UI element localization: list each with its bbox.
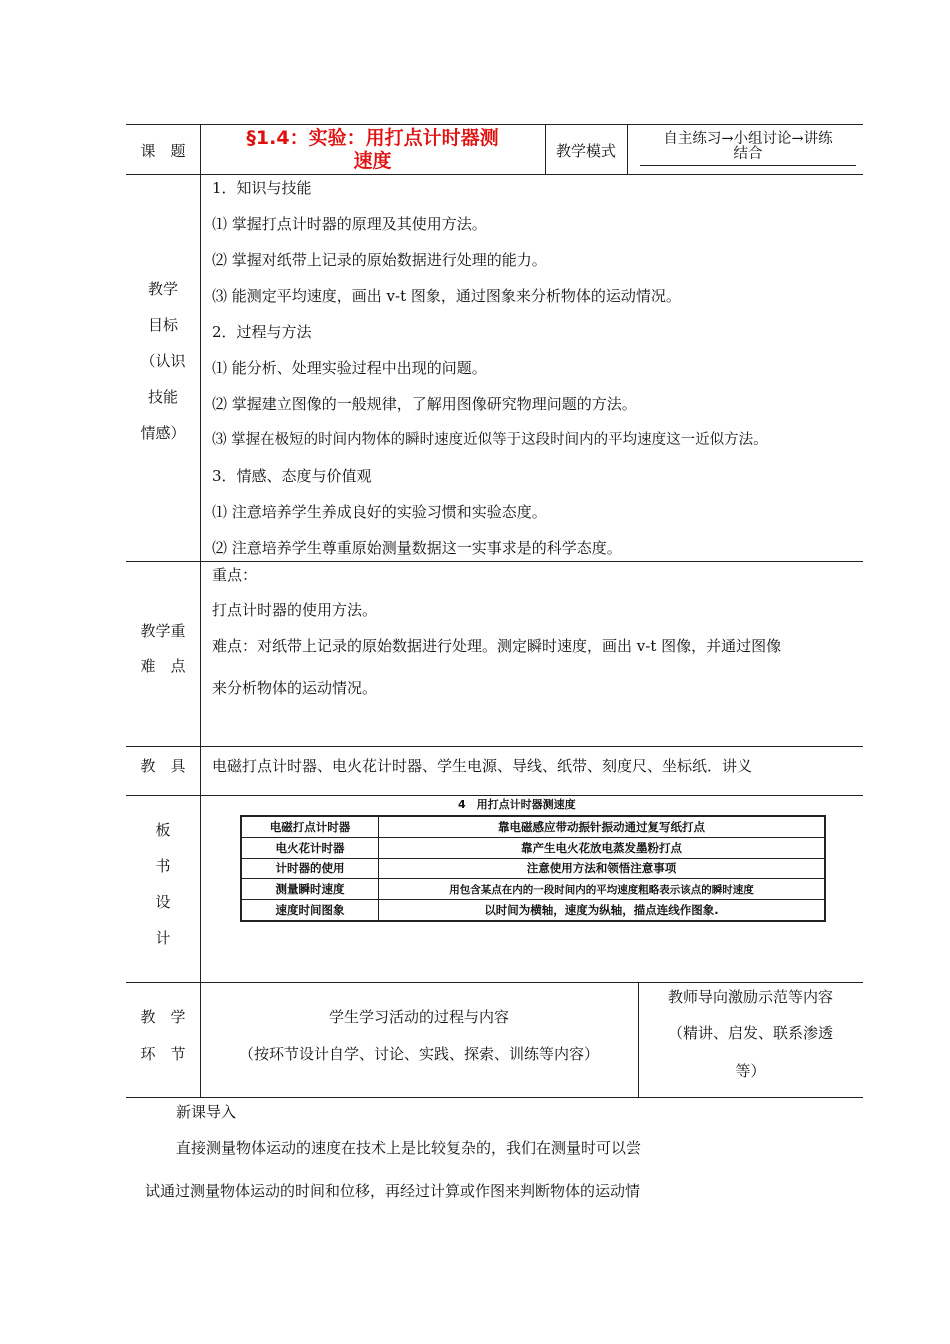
objectives-label-5: 情感） [140, 424, 186, 442]
header-divider-2 [627, 124, 628, 174]
tools-text: 电磁打点计时器、电火花计时器、学生电源、导线、纸带、刻度尺、坐标纸．讲义 [212, 757, 753, 775]
focus-label: 重点： [212, 566, 258, 584]
difficulty-line2: 来分析物体的运动情况。 [212, 679, 378, 697]
objectives-label-4: 技能 [147, 388, 178, 406]
objective-item: ⑶ 能测定平均速度，画出 v-t 图象，通过图象来分析物体的运动情况。 [212, 287, 681, 305]
board-value: 用包含某点在内的一段时间内的平均速度粗略表示该点的瞬时速度 [379, 879, 826, 900]
teacher-guidance-note-end: 等） [735, 1062, 766, 1080]
teaching-mode-label: 教学模式 [555, 142, 616, 160]
lesson-title-line1: §1.4：实验：用打点计时器测 [246, 127, 499, 149]
objectives-label-2: 目标 [147, 316, 178, 334]
objectives-label-1: 教学 [147, 280, 178, 298]
board-label-4: 计 [155, 929, 171, 947]
subject-label: 课 题 [140, 142, 186, 160]
focus-text: 打点计时器的使用方法。 [212, 601, 378, 619]
board-value: 注意使用方法和领悟注意事项 [379, 858, 826, 879]
keypoints-label-1: 教学重 [140, 622, 186, 640]
table-row [241, 837, 825, 858]
process-label-2: 环 节 [140, 1045, 186, 1063]
board-key: 计时器的使用 [241, 858, 379, 879]
row-divider-header [126, 174, 863, 175]
tools-label: 教 具 [140, 757, 186, 775]
board-label-2: 书 [155, 857, 171, 875]
board-value: 靠产生电火花放电蒸发墨粉打点 [379, 837, 826, 858]
table-row [241, 900, 825, 921]
objective-item: ⑴ 能分析、处理实验过程中出现的问题。 [212, 359, 487, 377]
lesson-title-line2: 速度 [353, 150, 392, 172]
objective-item: ⑴ 掌握打点计时器的原理及其使用方法。 [212, 215, 487, 233]
table-top-border [126, 124, 863, 125]
objective-item: ⑶ 掌握在极短的时间内物体的瞬时速度近似等于这段时间内的平均速度这一近似方法。 [212, 432, 768, 448]
board-summary-table [240, 815, 826, 922]
objectives-label-3: （认识 [140, 352, 186, 370]
section-heading: 新课导入 [176, 1103, 237, 1121]
board-value: 靠电磁感应带动振针振动通过复写纸打点 [379, 816, 826, 837]
student-activity-title: 学生学习活动的过程与内容 [328, 1008, 509, 1026]
objective-item: ⑴ 注意培养学生养成良好的实验习惯和实验态度。 [212, 503, 547, 521]
teacher-guidance-title: 教师导向激励示范等内容 [667, 988, 833, 1006]
objective-item: ⑵ 掌握建立图像的一般规律，了解用图像研究物理问题的方法。 [212, 395, 637, 413]
row-divider-keypoints [126, 746, 863, 747]
board-label-1: 板 [155, 821, 171, 839]
table-row [241, 816, 825, 837]
process-label-1: 教 学 [140, 1008, 186, 1026]
table-row [241, 858, 825, 879]
label-column-divider [200, 124, 201, 1097]
objective-heading-process: 2．过程与方法 [212, 323, 312, 341]
difficulty-line1: 难点：对纸带上记录的原始数据进行处理。测定瞬时速度，画出 v-t 图像，并通过图像 [212, 637, 782, 655]
keypoints-label-2: 难 点 [140, 657, 186, 675]
student-activity-note: （按环节设计自学、讨论、实践、探索、训练等内容） [238, 1045, 599, 1063]
teaching-mode-underline [640, 165, 856, 166]
objective-item: ⑵ 掌握对纸带上记录的原始数据进行处理的能力。 [212, 251, 547, 269]
row-divider-board [126, 982, 863, 983]
board-key: 测量瞬时速度 [241, 879, 379, 900]
body-paragraph-line1: 直接测量物体运动的速度在技术上是比较复杂的，我们在测量时可以尝 [176, 1139, 642, 1157]
objective-heading-knowledge: 1．知识与技能 [212, 179, 312, 197]
table-row [241, 879, 825, 900]
board-key: 电火花计时器 [241, 837, 379, 858]
teacher-guidance-note: （精讲、启发、联系渗透 [667, 1024, 833, 1042]
teaching-mode-line1: 自主练习→小组讨论→讲练 [663, 131, 833, 147]
objective-item: ⑵ 注意培养学生尊重原始测量数据这一实事求是的科学态度。 [212, 539, 622, 557]
board-key: 速度时间图象 [241, 900, 379, 921]
board-caption: 4 用打点计时器测速度 [458, 798, 576, 811]
objective-heading-emotion: 3．情感、态度与价值观 [212, 467, 372, 485]
board-key: 电磁打点计时器 [241, 816, 379, 837]
row-divider-objectives [126, 561, 863, 562]
body-paragraph-line2: 试通过测量物体运动的时间和位移，再经过计算或作图来判断物体的运动情 [145, 1182, 641, 1200]
table-bottom-border [126, 1097, 863, 1098]
board-value: 以时间为横轴，速度为纵轴，描点连线作图象. [379, 900, 826, 921]
board-label-3: 设 [155, 893, 171, 911]
teaching-mode-line2: 结合 [733, 146, 763, 162]
